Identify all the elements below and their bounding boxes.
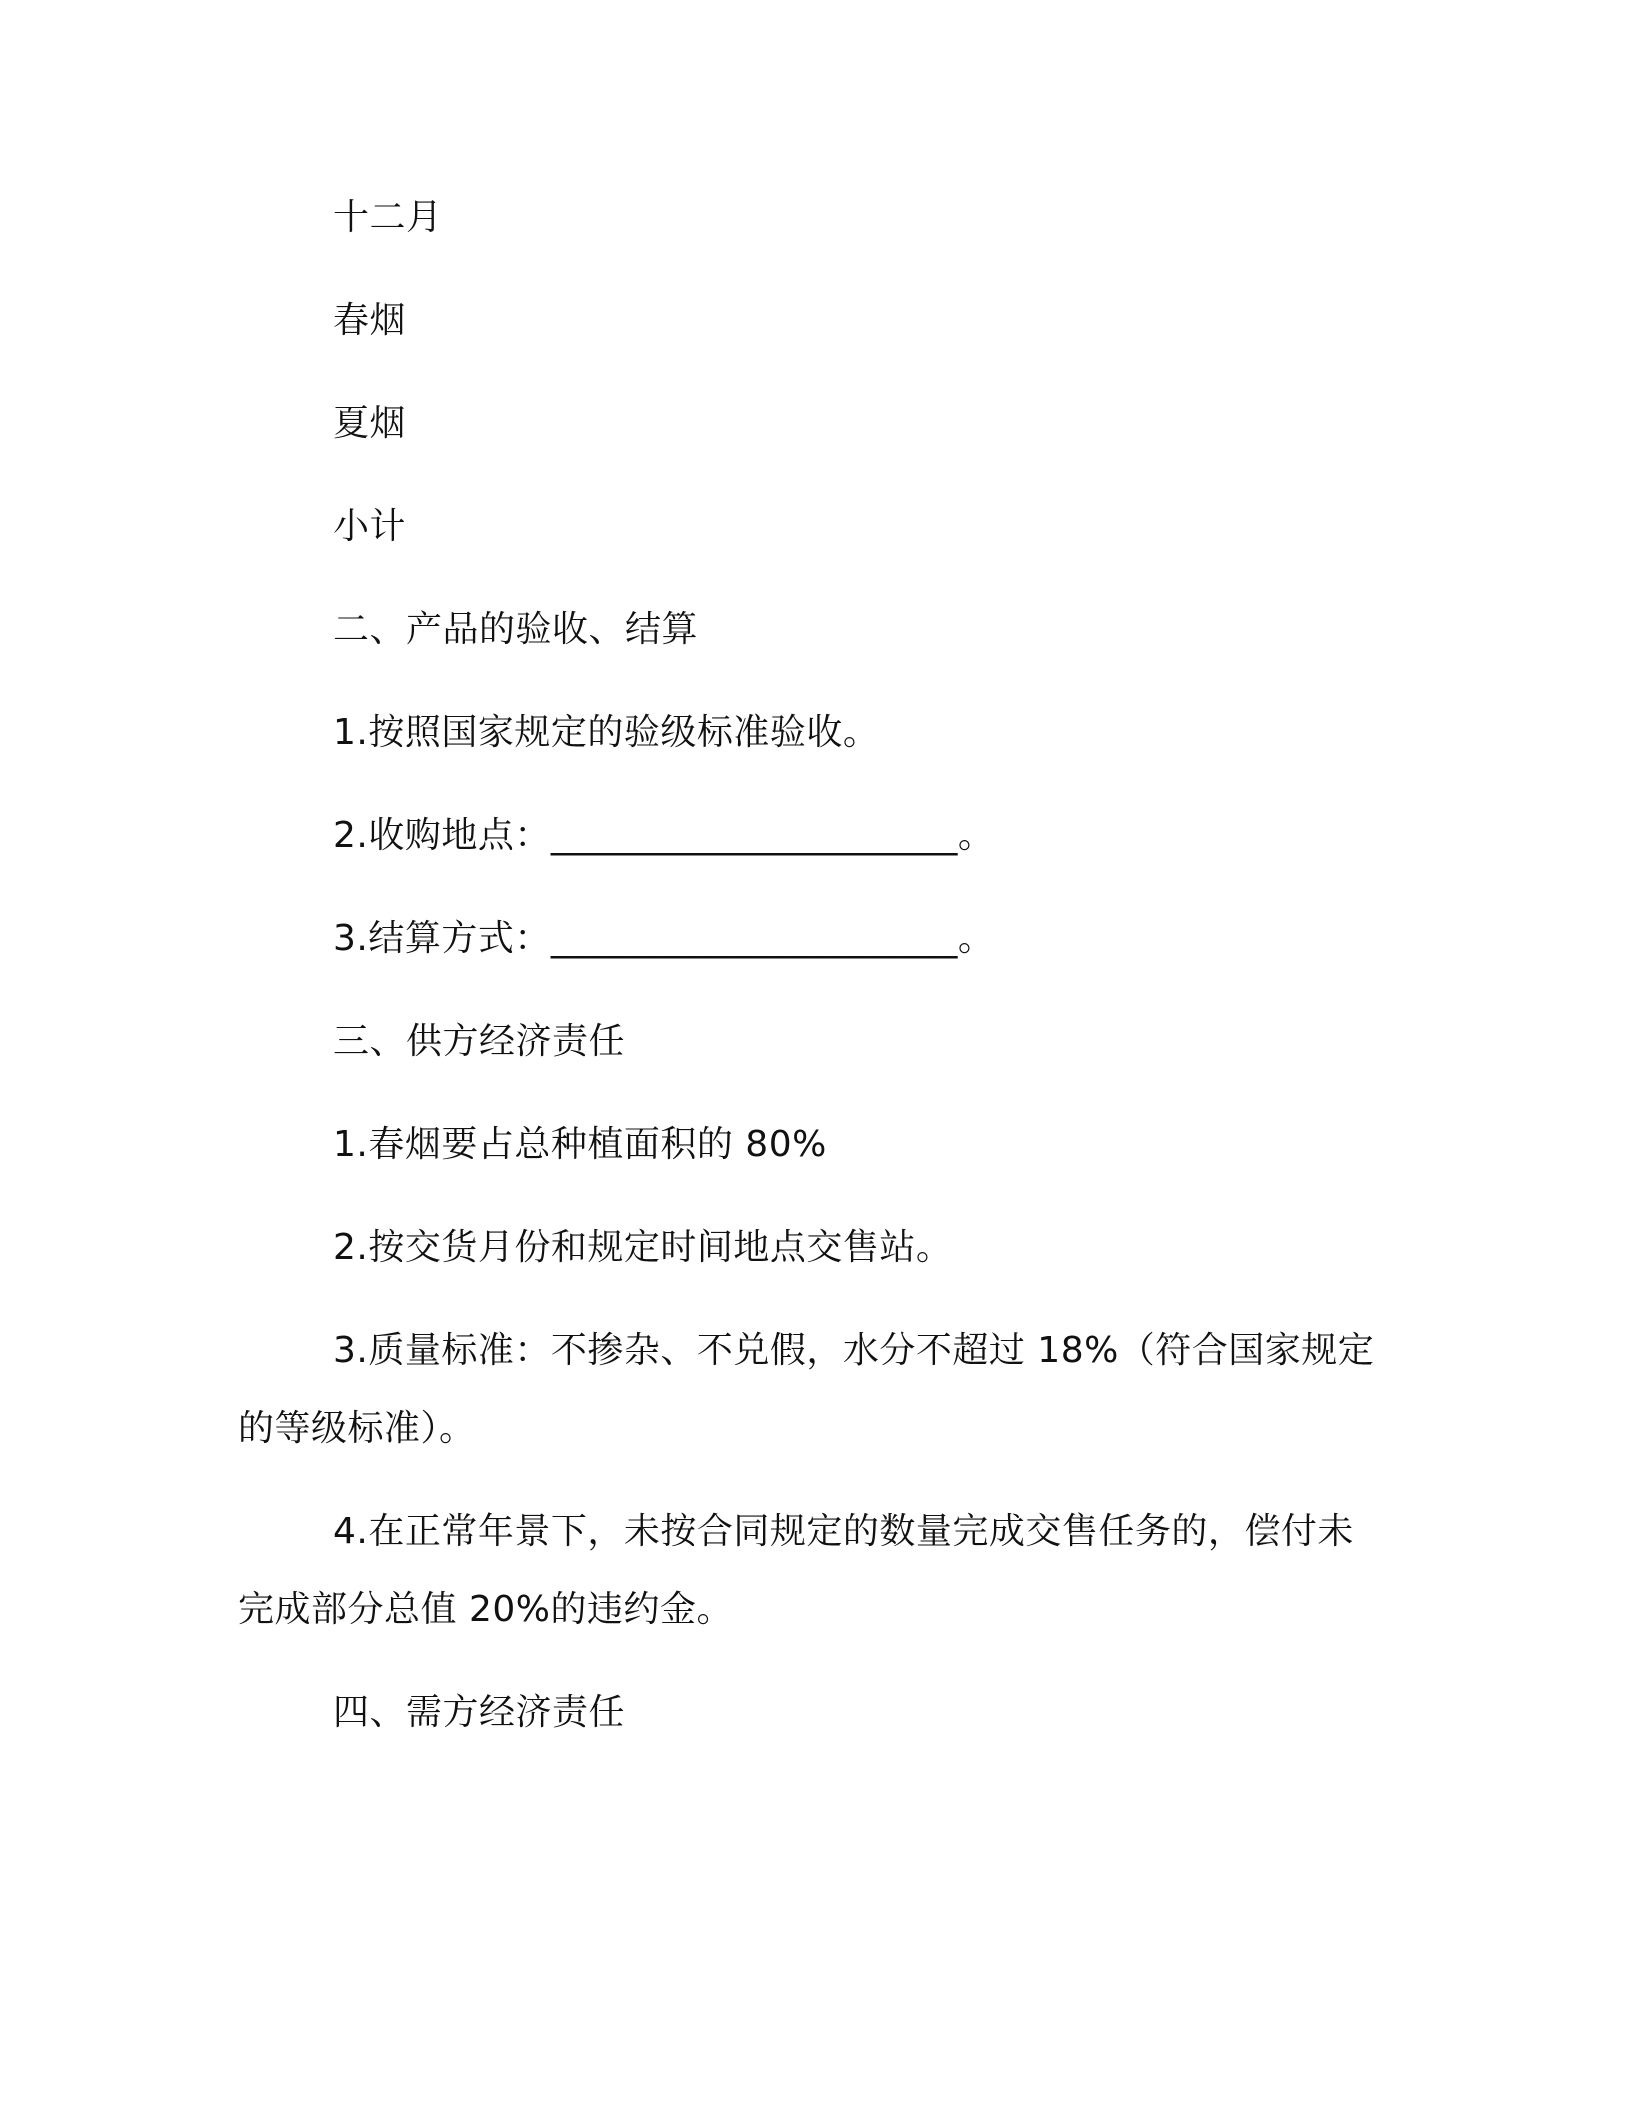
row-label-december: 十二月 bbox=[333, 197, 443, 238]
clause-purchase-location: 2.收购地点：______________________。 bbox=[333, 815, 995, 856]
row-label-summer-tobacco: 夏烟 bbox=[333, 403, 407, 444]
section-heading-buyer-liability: 四、需方经济责任 bbox=[333, 1692, 626, 1733]
row-label-subtotal: 小计 bbox=[333, 506, 407, 547]
section-heading-acceptance: 二、产品的验收、结算 bbox=[333, 609, 699, 650]
section-heading-supplier-liability: 三、供方经济责任 bbox=[333, 1021, 626, 1062]
clause-quality-standard: 3.质量标准：不掺杂、不兑假，水分不超过 18%（符合国家规定 bbox=[333, 1330, 1375, 1371]
clause-penalty-cont: 完成部分总值 20%的违约金。 bbox=[238, 1589, 733, 1630]
clause-delivery-schedule: 2.按交货月份和规定时间地点交售站。 bbox=[333, 1227, 953, 1268]
row-label-spring-tobacco: 春烟 bbox=[333, 300, 407, 341]
clause-spring-tobacco-share: 1.春烟要占总种植面积的 80% bbox=[333, 1124, 827, 1165]
clause-acceptance-standard: 1.按照国家规定的验级标准验收。 bbox=[333, 712, 880, 753]
clause-quality-standard-cont: 的等级标准）。 bbox=[238, 1408, 476, 1449]
clause-settlement-method: 3.结算方式：______________________。 bbox=[333, 918, 995, 959]
clause-penalty: 4.在正常年景下，未按合同规定的数量完成交售任务的，偿付未 bbox=[333, 1511, 1354, 1552]
